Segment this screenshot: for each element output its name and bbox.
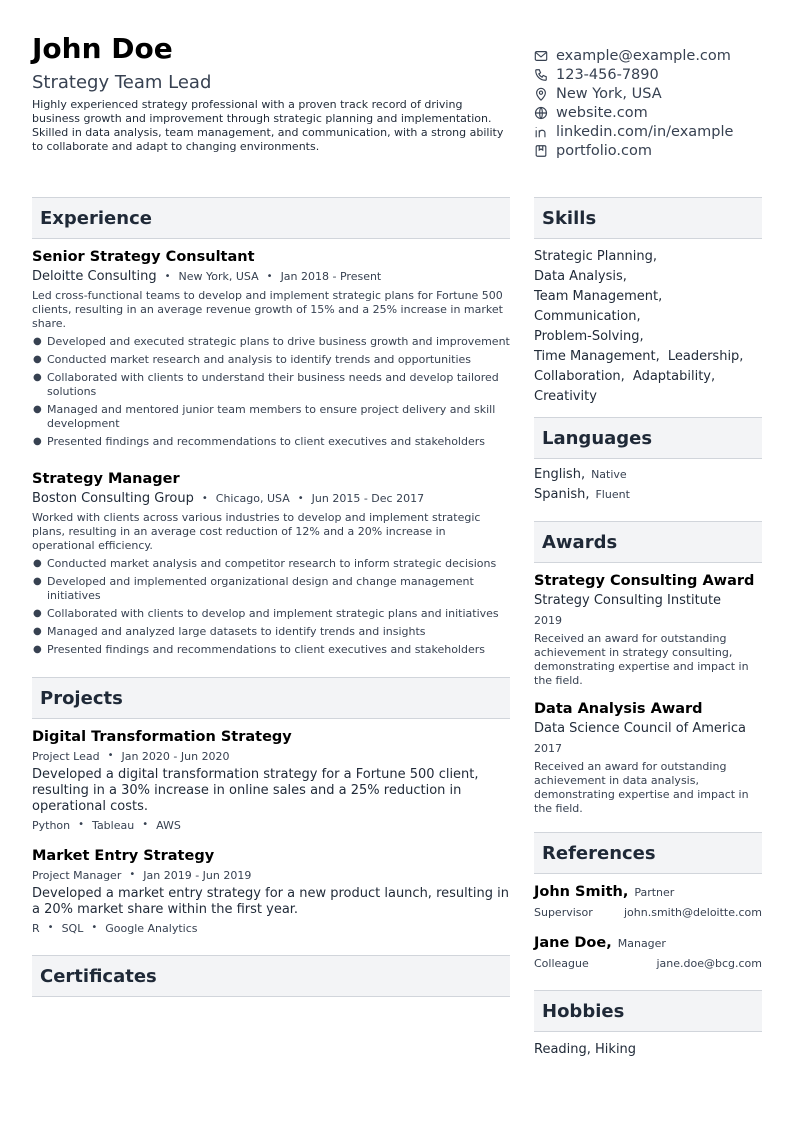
project-title: Market Entry Strategy [32, 848, 215, 864]
projects-heading: Projects [32, 677, 510, 719]
project-dates: Jan 2019 - Jun 2019 [143, 869, 252, 882]
resume-name: John Doe [32, 32, 173, 65]
project-item [32, 729, 510, 832]
left-column [32, 197, 510, 997]
skill-line [534, 387, 762, 407]
languages-list [534, 465, 762, 505]
bookmark-icon [534, 144, 548, 158]
job-meta [32, 491, 510, 506]
tech-tag: R [32, 922, 40, 935]
skill-line [534, 367, 762, 387]
bullet-icon: ● [33, 644, 42, 655]
languages-heading: Languages [534, 417, 762, 459]
bullet-icon: ● [33, 558, 42, 569]
contact-linkedin-text: linkedin.com/in/example [556, 123, 734, 140]
tech-tag: Google Analytics [105, 922, 198, 935]
contact-list [534, 46, 774, 160]
project-description: Developed a market entry strategy for a new product launch, resulting in a 20% market share within the first year. [32, 886, 509, 917]
skills-heading: Skills [534, 197, 762, 239]
experience-item [32, 249, 510, 449]
skill-line [534, 307, 762, 327]
reference-header [534, 884, 762, 900]
hobbies-list: Reading, Hiking [534, 1042, 637, 1057]
award-description: Received an award for outstanding achievement in strategy consulting, demonstrating expertise and impact in the field. [534, 632, 749, 687]
skill-line [534, 287, 762, 307]
reference-header [534, 935, 762, 951]
job-dates: Jun 2015 - Dec 2017 [311, 492, 425, 505]
experience-item [32, 471, 510, 657]
list-item [32, 435, 510, 449]
reference-role: Manager [617, 937, 666, 950]
project-role: Project Lead [32, 750, 100, 763]
job-title: Strategy Manager [32, 471, 180, 487]
skill-item: Time Management, [534, 349, 660, 364]
job-description: Worked with clients across various industries to develop and implement strategic plans, resulting in an average cost reduction of 12% and a 20% increase in operational efficiency. [32, 511, 481, 552]
job-description: Led cross-functional teams to develop and implement strategic plans for Fortune 500 clients, resulting in an average revenue growth of 15% and a 25% increase in market share. [32, 289, 503, 330]
list-item [32, 625, 510, 639]
tech-tag: Tableau [92, 819, 135, 832]
skills-list [534, 247, 762, 407]
project-item [32, 848, 510, 935]
skill-item: Communication, [534, 309, 641, 324]
bullet-icon: ● [33, 404, 42, 415]
list-item [32, 371, 510, 399]
skill-line [534, 267, 762, 287]
reference-item [534, 884, 762, 919]
contact-portfolio-text: portfolio.com [556, 142, 652, 159]
job-company: Boston Consulting Group [32, 491, 194, 506]
experience-heading: Experience [32, 197, 510, 239]
separator-dot: • [201, 493, 208, 504]
award-item [534, 701, 762, 816]
project-title: Digital Transformation Strategy [32, 729, 292, 745]
right-column [534, 197, 762, 1057]
job-bullets [32, 335, 510, 449]
project-meta [32, 869, 510, 882]
contact-email-text: example@example.com [556, 47, 731, 64]
project-dates: Jan 2020 - Jun 2020 [121, 750, 230, 763]
skill-item: Creativity [534, 389, 597, 404]
award-description: Received an award for outstanding achievement in data analysis, demonstrating expertise and impact in the field. [534, 760, 749, 815]
bullet-icon: ● [33, 436, 42, 447]
map-pin-icon [534, 87, 548, 101]
list-item [32, 557, 510, 571]
award-item [534, 573, 762, 688]
list-item [32, 607, 510, 621]
tech-tag: AWS [156, 819, 181, 832]
job-company: Deloitte Consulting [32, 269, 157, 284]
contact-website[interactable] [534, 103, 774, 122]
award-year: 2017 [534, 742, 562, 755]
tech-tag: SQL [61, 922, 84, 935]
job-title: Senior Strategy Consultant [32, 249, 255, 265]
contact-phone-text: 123-456-7890 [556, 66, 659, 83]
language-name: English, [534, 467, 586, 482]
skill-line [534, 327, 762, 347]
certificates-heading: Certificates [32, 955, 510, 997]
mail-icon [534, 49, 548, 63]
bullet-icon: ● [33, 336, 42, 347]
bullet-icon: ● [33, 576, 42, 587]
list-item [32, 643, 510, 657]
separator-dot: • [107, 750, 114, 761]
project-role: Project Manager [32, 869, 122, 882]
separator-dot: • [47, 922, 54, 933]
list-item [32, 335, 510, 349]
bullet-icon: ● [33, 354, 42, 365]
contact-location-text: New York, USA [556, 85, 662, 102]
skill-item: Problem-Solving, [534, 329, 644, 344]
award-title: Strategy Consulting Award [534, 573, 755, 589]
contact-linkedin[interactable] [534, 122, 774, 141]
references-heading: References [534, 832, 762, 874]
project-tech [32, 922, 510, 935]
job-dates: Jan 2018 - Present [280, 270, 382, 283]
separator-dot: • [142, 819, 149, 830]
skill-item: Team Management, [534, 289, 663, 304]
bullet-text: Developed and executed strategic plans to drive business growth and improvement [47, 335, 510, 348]
globe-icon [534, 106, 548, 120]
award-year: 2019 [534, 614, 562, 627]
separator-dot: • [266, 271, 273, 282]
bullet-text: Collaborated with clients to understand their business needs and develop tailored solutions [47, 371, 499, 398]
reference-relation: Colleague [534, 957, 589, 970]
bullet-icon: ● [33, 372, 42, 383]
bullet-text: Presented findings and recommendations to client executives and stakeholders [47, 643, 485, 656]
separator-dot: • [78, 819, 85, 830]
language-level: Fluent [595, 488, 630, 501]
language-name: Spanish, [534, 487, 590, 502]
bullet-text: Presented findings and recommendations to client executives and stakeholders [47, 435, 485, 448]
reference-role: Partner [634, 886, 675, 899]
project-meta [32, 750, 510, 763]
bullet-text: Managed and analyzed large datasets to identify trends and insights [47, 625, 426, 638]
reference-item [534, 935, 762, 970]
bullet-text: Conducted market research and analysis to identify trends and opportunities [47, 353, 472, 366]
separator-dot: • [129, 869, 136, 880]
award-title: Data Analysis Award [534, 701, 703, 717]
reference-details [534, 957, 762, 970]
tech-tag: Python [32, 819, 71, 832]
language-item [534, 465, 762, 485]
reference-relation: Supervisor [534, 906, 593, 919]
project-tech [32, 819, 510, 832]
bullet-icon: ● [33, 626, 42, 637]
contact-phone[interactable] [534, 65, 774, 84]
job-location: New York, USA [178, 270, 259, 283]
resume-role: Strategy Team Lead [32, 72, 212, 93]
skill-item: Strategic Planning, [534, 249, 658, 264]
language-item [534, 485, 762, 505]
contact-location [534, 84, 774, 103]
skill-item: Leadership, [667, 349, 744, 364]
separator-dot: • [91, 922, 98, 933]
skill-item: Collaboration, [534, 369, 625, 384]
reference-details [534, 906, 762, 919]
separator-dot: • [297, 493, 304, 504]
linkedin-icon [534, 125, 548, 139]
hobbies-heading: Hobbies [534, 990, 762, 1032]
awards-heading: Awards [534, 521, 762, 563]
bullet-text: Conducted market analysis and competitor research to inform strategic decisions [47, 557, 497, 570]
language-level: Native [591, 468, 627, 481]
award-org: Data Science Council of America [534, 721, 746, 736]
reference-email[interactable]: jane.doe@bcg.com [656, 957, 762, 970]
list-item [32, 353, 510, 367]
contact-email[interactable] [534, 46, 774, 65]
skill-line [534, 247, 762, 267]
bullet-text: Developed and implemented organizational design and change management initiatives [47, 575, 474, 602]
bullet-text: Collaborated with clients to develop and implement strategic plans and initiatives [47, 607, 499, 620]
separator-dot: • [164, 271, 171, 282]
phone-icon [534, 68, 548, 82]
skill-line [534, 347, 762, 367]
job-meta [32, 269, 510, 284]
bullet-text: Managed and mentored junior team members to ensure project delivery and skill development [47, 403, 496, 430]
reference-name: John Smith, [534, 884, 629, 900]
project-description: Developed a digital transformation strategy for a Fortune 500 client, resulting in a 30% increase in online sales and a 25% reduction in operational costs. [32, 767, 479, 814]
list-item [32, 575, 510, 603]
skill-item: Adaptability, [632, 369, 716, 384]
resume-summary: Highly experienced strategy professional with a proven track record of driving business growth and improvement through strategic planning and implementation. Skilled in data analysis, team management, and communication, with a strong ability to collaborate and adapt to changing environments. [32, 98, 504, 153]
award-org: Strategy Consulting Institute [534, 593, 722, 608]
list-item [32, 403, 510, 431]
skill-item: Data Analysis, [534, 269, 627, 284]
contact-website-text: website.com [556, 104, 648, 121]
bullet-icon: ● [33, 608, 42, 619]
contact-portfolio[interactable] [534, 141, 774, 160]
job-bullets [32, 557, 510, 657]
reference-name: Jane Doe, [534, 935, 612, 951]
reference-email[interactable]: john.smith@deloitte.com [624, 906, 762, 919]
job-location: Chicago, USA [215, 492, 290, 505]
